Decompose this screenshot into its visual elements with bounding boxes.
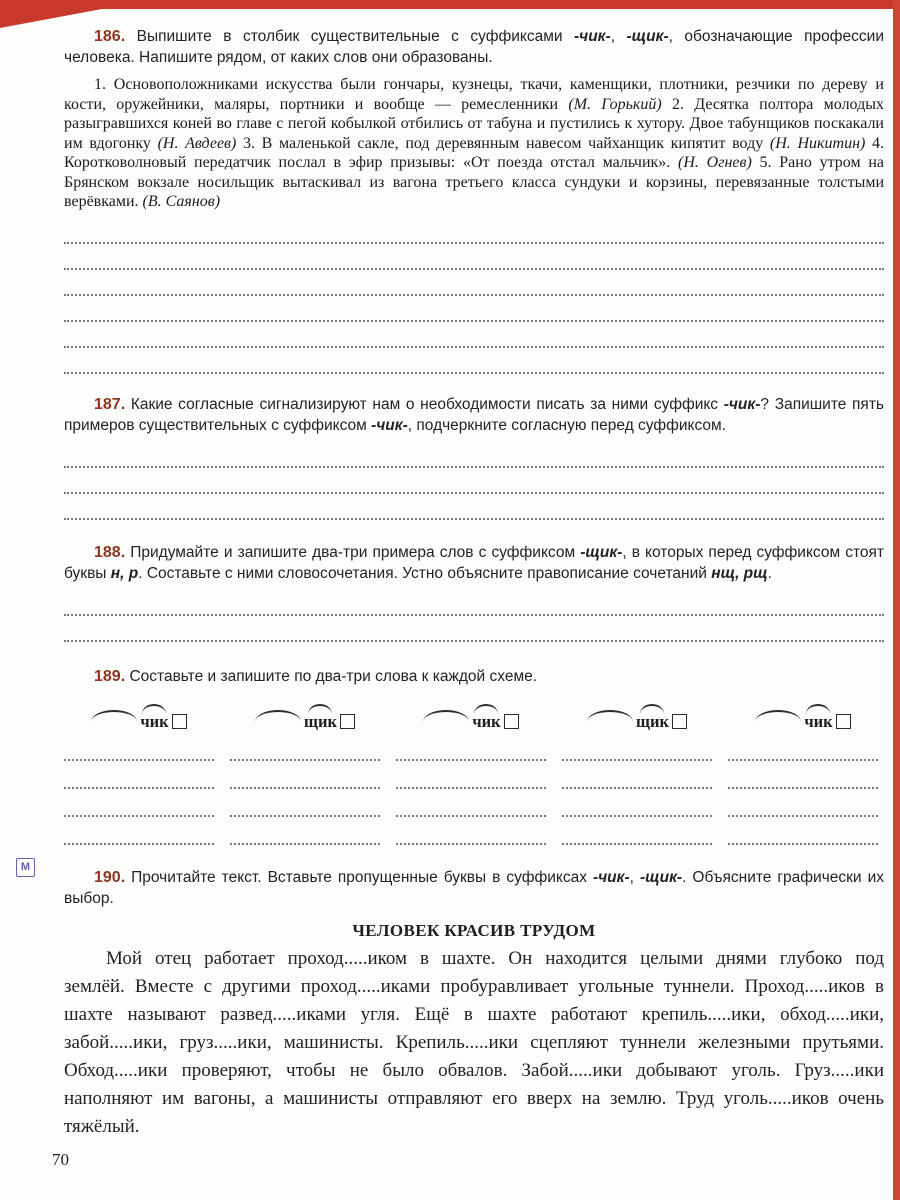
write-line xyxy=(64,494,884,520)
write-line xyxy=(64,218,884,244)
write-line xyxy=(64,348,884,374)
exercise-187-number: 187. xyxy=(94,395,126,413)
scheme-suffix-label: чик xyxy=(804,713,832,731)
root-arc-icon xyxy=(587,710,633,722)
story-body: Мой отец работает проход.....иком в шахте. Он находится целыми днями глубоко под землёй. Вместе с другими проход.....иками пробуравливает угольные туннели. Проход.....иков в шахте называют развед.....иками угля. Ещё в шахте работают крепиль.....ики, обход.....ики, забой.....ики, груз.....ики, машинисты. Крепиль.....ики сцепляют туннели железными прутьями. Обход.....ики проверяют, чтобы не было обвалов. Забой.....ики добывают уголь. Груз.....ики наполняют им вагоны, а машинисты отправляют его вверх на землю. Труд уголь.....иков очень тяжёлый. xyxy=(64,947,884,1137)
write-line xyxy=(562,761,712,789)
write-line xyxy=(396,733,546,761)
scheme-write-lines xyxy=(562,733,712,845)
scheme-write-lines xyxy=(230,733,380,845)
root-arc-icon xyxy=(91,710,137,722)
write-line xyxy=(64,733,214,761)
exercise-186-body: 1. Основоположниками искусства были гончары, кузнецы, ткачи, каменщики, плотники, резчики по дереву и кости, оружейники, маляры, портники и вообще — ремесленники (М. Горький) 2. Десятка полтора молодых разыгравшихся коней во главе с пегой кобылкой отбились от табуна и пустились к хутору. Двое табунщиков поскакали им вдогонку (Н. Авдеев) 3. В маленькой сакле, под деревянным навесом чайханщик кипятит воду (Н. Никитин) 4. Коротковолновый передатчик послал в эфир призывы: «От поезда отстал мальчик». (Н. Огнев) 5. Рано утром на Брянском вокзале носильщик вытаскивал из вагона третьего класса сундуки и корзины, перевязанные толстыми верёвками. (В. Саянов) xyxy=(64,76,885,210)
scheme-column-3 xyxy=(396,701,546,845)
word-scheme xyxy=(396,701,546,733)
write-line xyxy=(64,296,884,322)
word-scheme xyxy=(64,701,214,733)
suffix-caret-icon xyxy=(308,704,332,714)
exercise-189-schemes xyxy=(64,701,884,845)
scheme-write-lines xyxy=(396,733,546,845)
write-line xyxy=(64,616,884,642)
scheme-suffix-label: чик xyxy=(472,713,500,731)
word-scheme xyxy=(230,701,380,733)
write-line xyxy=(230,817,380,845)
write-line xyxy=(230,733,380,761)
scheme-write-lines xyxy=(728,733,878,845)
exercise-186-number: 186. xyxy=(94,28,126,45)
ending-box-icon xyxy=(504,714,519,729)
scheme-write-lines xyxy=(64,733,214,845)
scheme-column-5 xyxy=(728,701,878,845)
write-line xyxy=(64,468,884,494)
write-line xyxy=(64,270,884,296)
exercise-187-task xyxy=(64,394,884,436)
exercise-187 xyxy=(64,394,884,520)
scheme-column-1 xyxy=(64,701,214,845)
write-line xyxy=(230,789,380,817)
story-title: ЧЕЛОВЕК КРАСИВ ТРУДОМ xyxy=(352,920,596,940)
write-line xyxy=(64,817,214,845)
exercise-186-task-text: Выпишите в столбик существительные с суффиксами -чик-, -щик-, обозначающие профессии человека. Напишите рядом, от каких слов они образованы. xyxy=(64,28,884,66)
exercise-186-write-lines xyxy=(64,218,884,374)
suffix-caret-icon xyxy=(640,704,664,714)
write-line xyxy=(396,789,546,817)
exercise-186 xyxy=(64,26,884,374)
exercise-189 xyxy=(64,666,884,845)
exercise-190-task xyxy=(64,867,884,909)
write-line xyxy=(64,789,214,817)
scheme-suffix-label: щик xyxy=(304,713,337,731)
write-line xyxy=(728,789,878,817)
exercise-189-task-text: Составьте и запишите по два-три слова к каждой схеме. xyxy=(129,667,538,685)
root-arc-icon xyxy=(755,710,801,722)
book-cover-right-edge xyxy=(893,0,900,1200)
exercise-186-task xyxy=(64,26,884,68)
ending-box-icon xyxy=(836,714,851,729)
write-line xyxy=(64,761,214,789)
page-number: 70 xyxy=(52,1150,69,1169)
suffix-caret-icon xyxy=(142,704,166,714)
write-line xyxy=(64,244,884,270)
exercise-187-write-lines xyxy=(64,442,884,520)
suffix-caret-icon xyxy=(474,704,498,714)
exercise-189-task xyxy=(64,666,884,687)
scheme-suffix-label: чик xyxy=(140,713,168,731)
write-line xyxy=(64,442,884,468)
scheme-column-4 xyxy=(562,701,712,845)
ending-box-icon xyxy=(340,714,355,729)
suffix-caret-icon xyxy=(806,704,830,714)
exercise-188 xyxy=(64,542,884,642)
write-line xyxy=(562,817,712,845)
exercise-188-task-text: Придумайте и запишите два-три примера слов с суффиксом -щик-, в которых перед суффиксом стоят буквы н, р. Составьте с ними словосочетания. Устно объясните правописание сочетаний нщ, рщ. xyxy=(64,543,885,582)
word-scheme xyxy=(728,701,878,733)
write-line xyxy=(562,789,712,817)
margin-marker-m: М xyxy=(16,858,35,877)
word-scheme xyxy=(562,701,712,733)
write-line xyxy=(728,761,878,789)
write-line xyxy=(562,733,712,761)
write-line xyxy=(728,733,878,761)
write-line xyxy=(64,322,884,348)
write-line xyxy=(230,761,380,789)
exercise-188-task xyxy=(64,542,884,584)
exercise-188-write-lines xyxy=(64,590,884,642)
root-arc-icon xyxy=(255,710,301,722)
exercise-187-task-text: Какие согласные сигнализируют нам о необходимости писать за ними суффикс -чик-? Запишите пять примеров существительных с суффиксом -чик-, подчеркните согласную перед суффиксом. xyxy=(64,395,885,434)
exercise-190-number: 190. xyxy=(94,868,126,886)
scheme-column-2 xyxy=(230,701,380,845)
exercise-190-task-text: Прочитайте текст. Вставьте пропущенные буквы в суффиксах -чик-, -щик-. Объясните графически их выбор. xyxy=(64,868,884,907)
write-line xyxy=(728,817,878,845)
scheme-suffix-label: щик xyxy=(636,713,669,731)
ending-box-icon xyxy=(672,714,687,729)
exercise-189-number: 189. xyxy=(94,667,126,685)
exercise-190 xyxy=(64,867,884,1141)
root-arc-icon xyxy=(423,710,469,722)
write-line xyxy=(396,817,546,845)
ending-box-icon xyxy=(172,714,187,729)
exercise-188-number: 188. xyxy=(94,543,126,561)
write-line xyxy=(396,761,546,789)
write-line xyxy=(64,590,884,616)
